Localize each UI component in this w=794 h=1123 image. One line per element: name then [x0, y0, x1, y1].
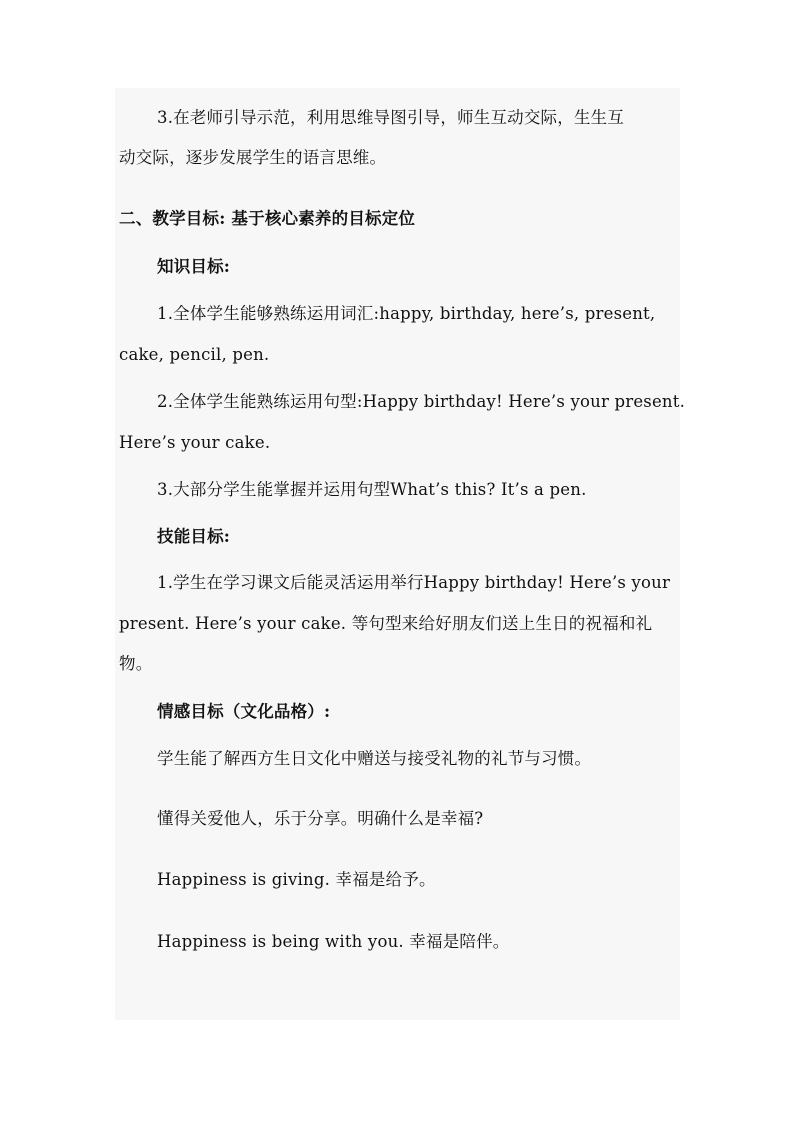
emotion-line-4: Happiness is being with you. 幸福是陪伴。 — [157, 932, 510, 951]
knowledge-objectives-title: 知识目标: — [157, 257, 231, 276]
skill-objectives-title: 技能目标: — [157, 527, 231, 546]
skill-item-1-line-3: 物。 — [119, 654, 153, 673]
intro-item-3-line-1: 3.在老师引导示范，利用思维导图引导，师生互动交际，生生互 — [157, 108, 625, 127]
emotion-line-3: Happiness is giving. 幸福是给予。 — [157, 870, 436, 889]
skill-item-1-line-2: present. Here’s your cake. 等句型来给好朋友们送上生日的祝福和礼 — [119, 614, 653, 633]
knowledge-item-2-line-1: 2.全体学生能熟练运用句型:Happy birthday! Here’s your present. — [157, 392, 686, 411]
emotion-line-2: 懂得关爱他人，乐于分享。明确什么是幸福? — [157, 809, 484, 828]
knowledge-item-1-line-1: 1.全体学生能够熟练运用词汇:happy, birthday, here’s, present, — [157, 304, 656, 323]
intro-item-3-line-2: 动交际，逐步发展学生的语言思维。 — [119, 148, 387, 167]
knowledge-item-3: 3.大部分学生能掌握并运用句型What’s this? It’s a pen. — [157, 480, 587, 499]
emotion-line-1: 学生能了解西方生日文化中赠送与接受礼物的礼节与习惯。 — [157, 749, 592, 768]
skill-item-1-line-1: 1.学生在学习课文后能灵活运用举行Happy birthday! Here’s your — [157, 573, 671, 592]
knowledge-item-2-line-2: Here’s your cake. — [119, 433, 271, 452]
section-heading-teaching-objectives: 二、教学目标: 基于核心素养的目标定位 — [119, 209, 416, 228]
knowledge-item-1-line-2: cake, pencil, pen. — [119, 345, 270, 364]
emotion-objectives-title: 情感目标（文化品格）: — [157, 702, 331, 721]
